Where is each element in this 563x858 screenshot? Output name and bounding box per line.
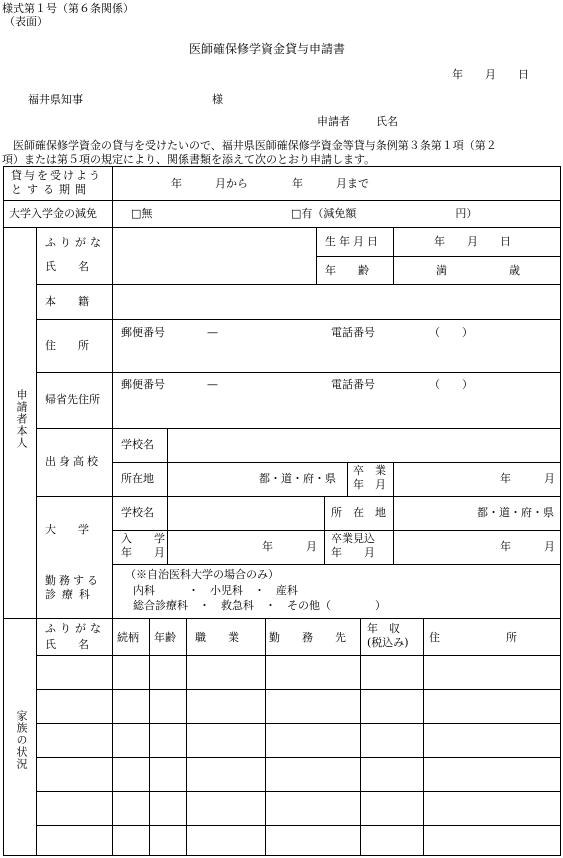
address-postal-dash: — <box>207 326 218 339</box>
dob-label: 生年月日 <box>325 235 381 248</box>
honseki-label: 本 籍 <box>45 295 89 308</box>
page-title: 医師確保修学資金貸与申請書 <box>189 42 346 56</box>
department-options-1: 内科 ・ 小児科 ・ 産科 <box>133 584 298 597</box>
applicant-label: 申請者 <box>317 115 350 128</box>
home-phone-paren: （ ） <box>429 378 473 391</box>
univ-expected-grad-value: 年 月 <box>500 540 555 553</box>
application-form-table <box>3 166 561 856</box>
name-label: 氏 名 <box>45 260 89 273</box>
applicant-section-label: 申請者本人 <box>15 389 28 449</box>
family-col-age: 年齢 <box>154 631 176 644</box>
age-prefix: 満 <box>436 264 447 277</box>
home-address-label: 帰省先住所 <box>45 393 100 406</box>
body-text-line-2: 項）または第５項の規定により、関係書類を添えて次のとおり申請します。 <box>2 153 376 166</box>
univ-enroll-value: 年 月 <box>262 540 317 553</box>
form-side: （表面） <box>4 15 48 28</box>
reduction-label: 大学入学金の減免 <box>9 207 97 220</box>
university-label: 大 学 <box>45 523 89 536</box>
univ-school-name-label: 学校名 <box>121 506 154 519</box>
address-phone-label: 電話番号 <box>331 326 375 339</box>
family-col-job: 職 業 <box>195 631 239 644</box>
univ-location-label: 所 在 地 <box>331 506 386 519</box>
age-suffix: 歳 <box>509 264 520 277</box>
hs-prefecture-choices: 都・道・府・県 <box>259 472 336 485</box>
reduction-yes-checkbox[interactable]: □有（減免額 円） <box>291 207 478 220</box>
high-school-label: 出身高校 <box>45 455 101 468</box>
department-options-2: 総合診療科 ・ 救急科 ・ その他（ ） <box>133 599 386 612</box>
hs-grad-value: 年 月 <box>500 472 555 485</box>
address-label: 住 所 <box>45 339 89 352</box>
department-note: （※自治医科大学の場合のみ） <box>125 568 279 581</box>
univ-expected-grad-label: 卒業見込 年 月 <box>331 532 375 559</box>
hs-school-name-label: 学校名 <box>121 438 154 451</box>
address-phone-paren: （ ） <box>429 326 473 339</box>
addressee-sama: 様 <box>212 93 223 106</box>
hs-grad-label: 卒 業 年 月 <box>353 464 386 491</box>
body-text-line-1: 医師確保修学資金の貸与を受けたいので、福井県医師確保修学資金等貸与条例第３条第１項（第２ <box>13 139 497 152</box>
family-col-address: 住 所 <box>429 631 517 644</box>
age-label: 年 齢 <box>325 264 369 277</box>
furigana-label: ふりがな <box>45 236 105 249</box>
applicant-name-label: 氏名 <box>376 115 398 128</box>
form-number: 様式第１号（第６条関係） <box>2 2 134 15</box>
date-line: 年 月 日 <box>452 68 529 81</box>
address-postal-label: 郵便番号 <box>121 326 165 339</box>
family-col-furigana: ふりがな <box>45 622 105 635</box>
dob-value: 年 月 日 <box>434 235 511 248</box>
univ-prefecture-choices: 都・道・府・県 <box>477 506 554 519</box>
department-label: 勤務する 診療科 <box>45 574 101 601</box>
reduction-none-checkbox[interactable]: □無 <box>131 207 153 220</box>
home-postal-label: 郵便番号 <box>121 378 165 391</box>
period-label: 貸与を受けよう とする期間 <box>11 169 102 196</box>
period-value: 年 月から 年 月まで <box>171 177 369 190</box>
family-col-workplace: 勤 務 先 <box>269 631 346 644</box>
univ-enroll-label: 入 学 年 月 <box>121 532 165 559</box>
family-col-relation: 続柄 <box>117 631 139 644</box>
home-postal-dash: — <box>207 378 218 391</box>
family-col-income: 年 収 (税込み) <box>367 622 409 649</box>
hs-location-label: 所在地 <box>121 472 154 485</box>
home-phone-label: 電話番号 <box>331 378 375 391</box>
addressee: 福井県知事 <box>28 93 83 106</box>
family-col-name: 氏 名 <box>45 638 89 651</box>
family-section-label: 家族の状況 <box>15 710 28 770</box>
